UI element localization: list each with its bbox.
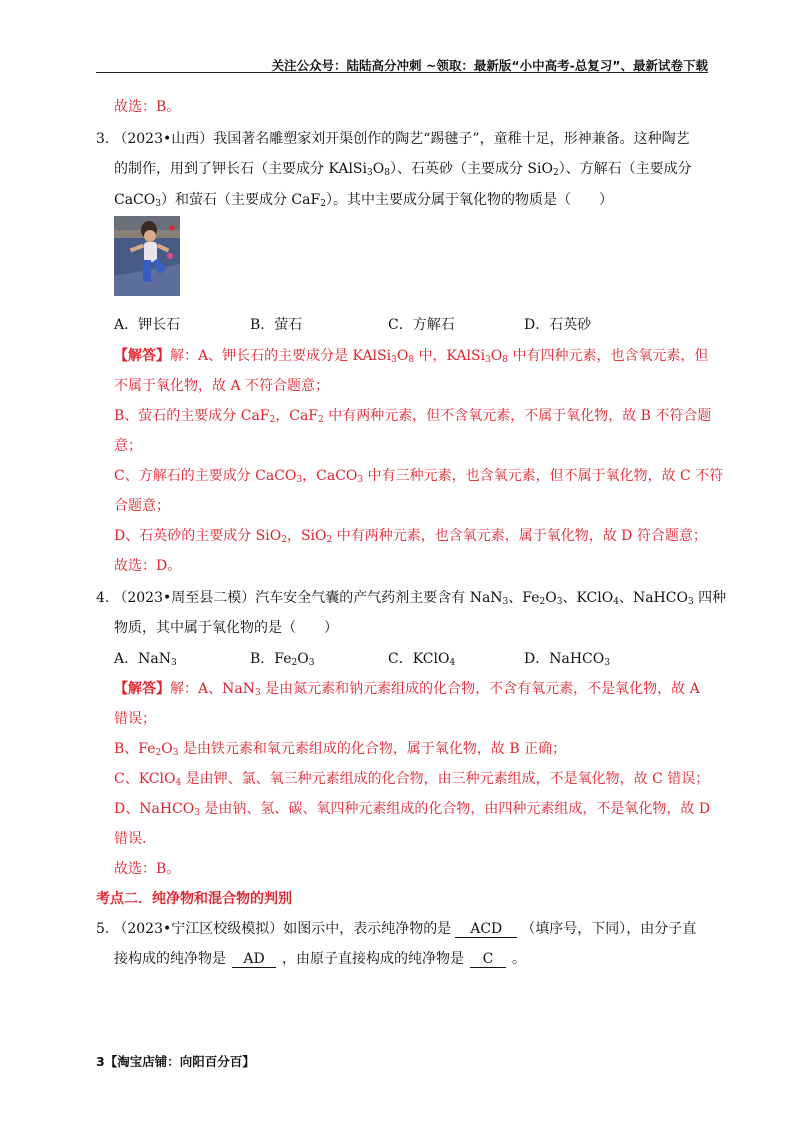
q3-line-3: CaCO$_3$）和萤石（主要成分 CaF$_2$）。其中主要成分属于氧化物的物质是（ ） bbox=[114, 192, 613, 209]
q3-answer-line-2: 不属于氧化物，故 A 不符合题意； bbox=[114, 378, 330, 394]
section-heading: 考点二．纯净物和混合物的判别 bbox=[96, 891, 292, 907]
q4-source: （2023•周至县二模） bbox=[113, 590, 256, 606]
q3-answer-line-5: C、方解石的主要成分 CaCO$_3$，CaCO$_3$ 中有三种元素，也含氧元素，但不属于氧化物，故 C 不符 bbox=[114, 468, 724, 485]
page-header: 关注公众号：陆陆高分冲刺 ~领取：最新版“小中高考-总复习”、最新试卷下载 bbox=[271, 58, 708, 73]
q3-line-2: 的制作，用到了钾长石（主要成分 $KAlSi_3O_8$）、石英砂（主要成分 SiO$_2$）、方解石（主要成分 bbox=[114, 161, 692, 178]
previous-answer: 故选：B。 bbox=[114, 99, 181, 115]
q5-number: 5. bbox=[96, 921, 110, 937]
q3-answer-line-1: 【解答】解：A、钾长石的主要成分是 $KAlSi_3O_8$ 中，$KAlSi_3O_8$ 中有四种元素，也含氧元素，但 bbox=[114, 348, 709, 365]
q4-answer-line-1: 【解答】解：A、NaN$_3$ 是由氮元素和钠元素组成的化合物，不含有氧元素，不是氧化物，故 A bbox=[114, 681, 700, 698]
q4-answer-line-4: C、KClO$_4$ 是由钾、氯、氧三种元素组成的化合物，由三种元素组成，不是氧化物，故 C 错误； bbox=[114, 771, 710, 788]
q3-answer-line-3: B、萤石的主要成分 CaF$_2$，CaF$_2$ 中有两种元素，但不含氧元素，不属于氧化物，故 B 不符合题 bbox=[114, 408, 712, 425]
q4-answer-line-6: 错误. bbox=[114, 831, 147, 847]
header-rule bbox=[96, 72, 708, 73]
q4-line-1: 4. （2023•周至县二模）汽车安全气囊的产气药剂主要含有 NaN$_3$、$Fe_2O_3$、KClO$_4$、NaHCO$_3$ 四种 bbox=[96, 590, 727, 607]
q5-blank-2: AD bbox=[232, 951, 276, 968]
q4-final-answer: 故选：B。 bbox=[114, 861, 181, 877]
page-footer bbox=[96, 1052, 255, 1070]
q5-blank-3: C bbox=[470, 951, 506, 968]
q3-answer-line-7: D、石英砂的主要成分 SiO$_2$，SiO$_2$ 中有两种元素，也含氧元素，属于氧化物，故 D 符合题意； bbox=[114, 528, 707, 545]
q4-answer-tag: 【解答】 bbox=[114, 681, 170, 697]
q5-line-2: 接构成的纯净物是 AD ，由原子直接构成的纯净物是 C 。 bbox=[114, 951, 526, 967]
q3-answer-line-4: 意； bbox=[114, 438, 142, 454]
q5-blank-1: ACD bbox=[455, 921, 517, 938]
q4-option-b: B．$Fe_2O_3$ bbox=[250, 651, 315, 668]
footer-shop: 【淘宝店铺：向阳百分百】 bbox=[104, 1054, 255, 1069]
q4-option-a: A．NaN$_3$ bbox=[114, 651, 177, 668]
q3-answer-tag: 【解答】 bbox=[114, 348, 170, 364]
ceramic-photo bbox=[114, 216, 180, 296]
q4-answer-line-3: B、$Fe_2O_3$ 是由铁元素和氧元素组成的化合物，属于氧化物，故 B 正确； bbox=[114, 741, 567, 758]
q3-answer-line-6: 合题意； bbox=[114, 498, 170, 514]
q3-number: 3. bbox=[96, 131, 110, 147]
q3-source: （2023•山西） bbox=[113, 131, 214, 147]
q3-stem: 我国著名雕塑家刘开渠创作的陶艺“踢毽子”，童稚十足，形神兼备。这种陶艺 bbox=[213, 131, 690, 147]
q5-line-1: 5. （2023•宁江区校级模拟）如图示中，表示纯净物的是 ACD （填序号，下同），由分子直 bbox=[96, 921, 697, 937]
q4-line-2: 物质，其中属于氧化物的是（ ） bbox=[114, 620, 338, 636]
q4-answer-line-5: D、NaHCO$_3$ 是由钠、氢、碳、氧四种元素组成的化合物，由四种元素组成，不是氧化物，故 D bbox=[114, 801, 711, 818]
q3-option-c: C．方解石 bbox=[388, 317, 455, 333]
q3-final-answer: 故选：D。 bbox=[114, 558, 182, 574]
q3-option-d: D．石英砂 bbox=[524, 317, 592, 333]
q3-option-a: A．钾长石 bbox=[114, 317, 181, 333]
q4-answer-line-2: 错误； bbox=[114, 711, 156, 727]
q4-number: 4. bbox=[96, 590, 110, 606]
q3-line-1 bbox=[96, 128, 690, 148]
q3-option-b: B．萤石 bbox=[250, 317, 303, 333]
q4-option-d: D．NaHCO$_3$ bbox=[524, 651, 610, 668]
q4-option-c: C．KClO$_4$ bbox=[388, 651, 456, 668]
q5-source: （2023•宁江区校级模拟） bbox=[113, 921, 284, 937]
page-number: 3 bbox=[96, 1054, 105, 1069]
